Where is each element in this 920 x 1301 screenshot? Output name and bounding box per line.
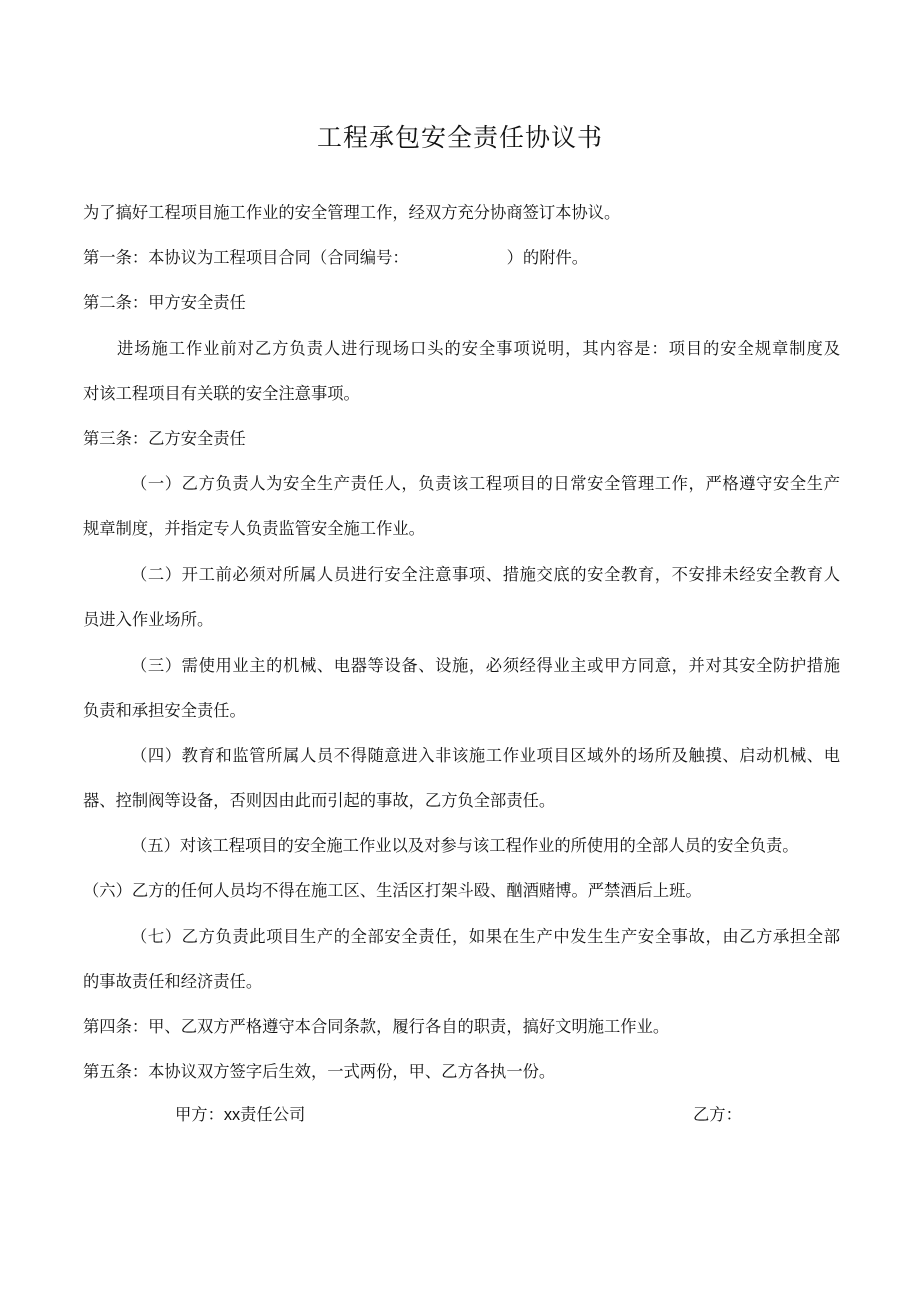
clause-3-line-2: 负责和承担安全责任。 bbox=[83, 701, 246, 720]
clause-2-line-2: 员进入作业场所。 bbox=[83, 610, 214, 629]
article-5: 第五条：本协议双方签字后生效，一式两份，甲、乙方各执一份。 bbox=[83, 1062, 556, 1081]
clause-4-line-1: （四）教育和监管所属人员不得随意进入非该施工作业项目区域外的场所及触摸、启动机械、电 bbox=[131, 746, 840, 765]
document-title: 工程承包安全责任协议书 bbox=[316, 123, 603, 152]
article-4: 第四条：甲、乙双方严格遵守本合同条款，履行各自的职责，搞好文明施工作业。 bbox=[83, 1017, 670, 1036]
clause-6: （六）乙方的任何人员均不得在施工区、生活区打架斗殴、酗酒赌博。严禁酒后上班。 bbox=[83, 881, 702, 900]
party-b-signature bbox=[693, 1104, 742, 1126]
clause-7-line-1: （七）乙方负责此项目生产的全部安全责任，如果在生产中发生生产安全事故，由乙方承担全部 bbox=[131, 927, 840, 946]
clause-4-line-2: 器、控制阀等设备，否则因由此而引起的事故，乙方负全部责任。 bbox=[83, 791, 556, 810]
party-a-signature bbox=[175, 1104, 305, 1126]
article-3-heading: 第三条：乙方安全责任 bbox=[83, 429, 246, 448]
article-1-prefix: 第一条：本协议为工程项目合同（合同编号： bbox=[83, 248, 409, 267]
clause-7-line-2: 的事故责任和经济责任。 bbox=[83, 972, 263, 991]
clause-1-line-2: 规章制度，并指定专人负责监管安全施工作业。 bbox=[83, 519, 425, 538]
clause-2-line-1: （二）开工前必须对所属人员进行安全注意事项、措施交底的安全教育，不安排未经安全教育人 bbox=[131, 565, 840, 584]
party-b-label: 乙方： bbox=[693, 1105, 742, 1124]
article-2-heading: 第二条：甲方安全责任 bbox=[83, 293, 246, 312]
party-a-name: xx责任公司 bbox=[223, 1106, 306, 1124]
clause-1-line-1: （一）乙方负责人为安全生产责任人，负责该工程项目的日常安全管理工作，严格遵守安全生产 bbox=[131, 474, 840, 493]
article-1-suffix: ）的附件。 bbox=[506, 248, 589, 267]
intro-paragraph: 为了搞好工程项目施工作业的安全管理工作，经双方充分协商签订本协议。 bbox=[83, 203, 621, 222]
clause-3-line-1: （三）需使用业主的机械、电器等设备、设施，必须经得业主或甲方同意，并对其安全防护措施 bbox=[131, 656, 840, 675]
article-2-body-line-2: 对该工程项目有关联的安全注意事项。 bbox=[83, 384, 360, 403]
article-2-body-line-1: 进场施工作业前对乙方负责人进行现场口头的安全事项说明，其内容是：项目的安全规章制度及 bbox=[117, 339, 840, 358]
article-1 bbox=[83, 247, 588, 269]
party-a-label: 甲方： bbox=[175, 1105, 224, 1124]
clause-5: （五）对该工程项目的安全施工作业以及对参与该工程作业的所使用的全部人员的安全负责。 bbox=[131, 836, 799, 855]
